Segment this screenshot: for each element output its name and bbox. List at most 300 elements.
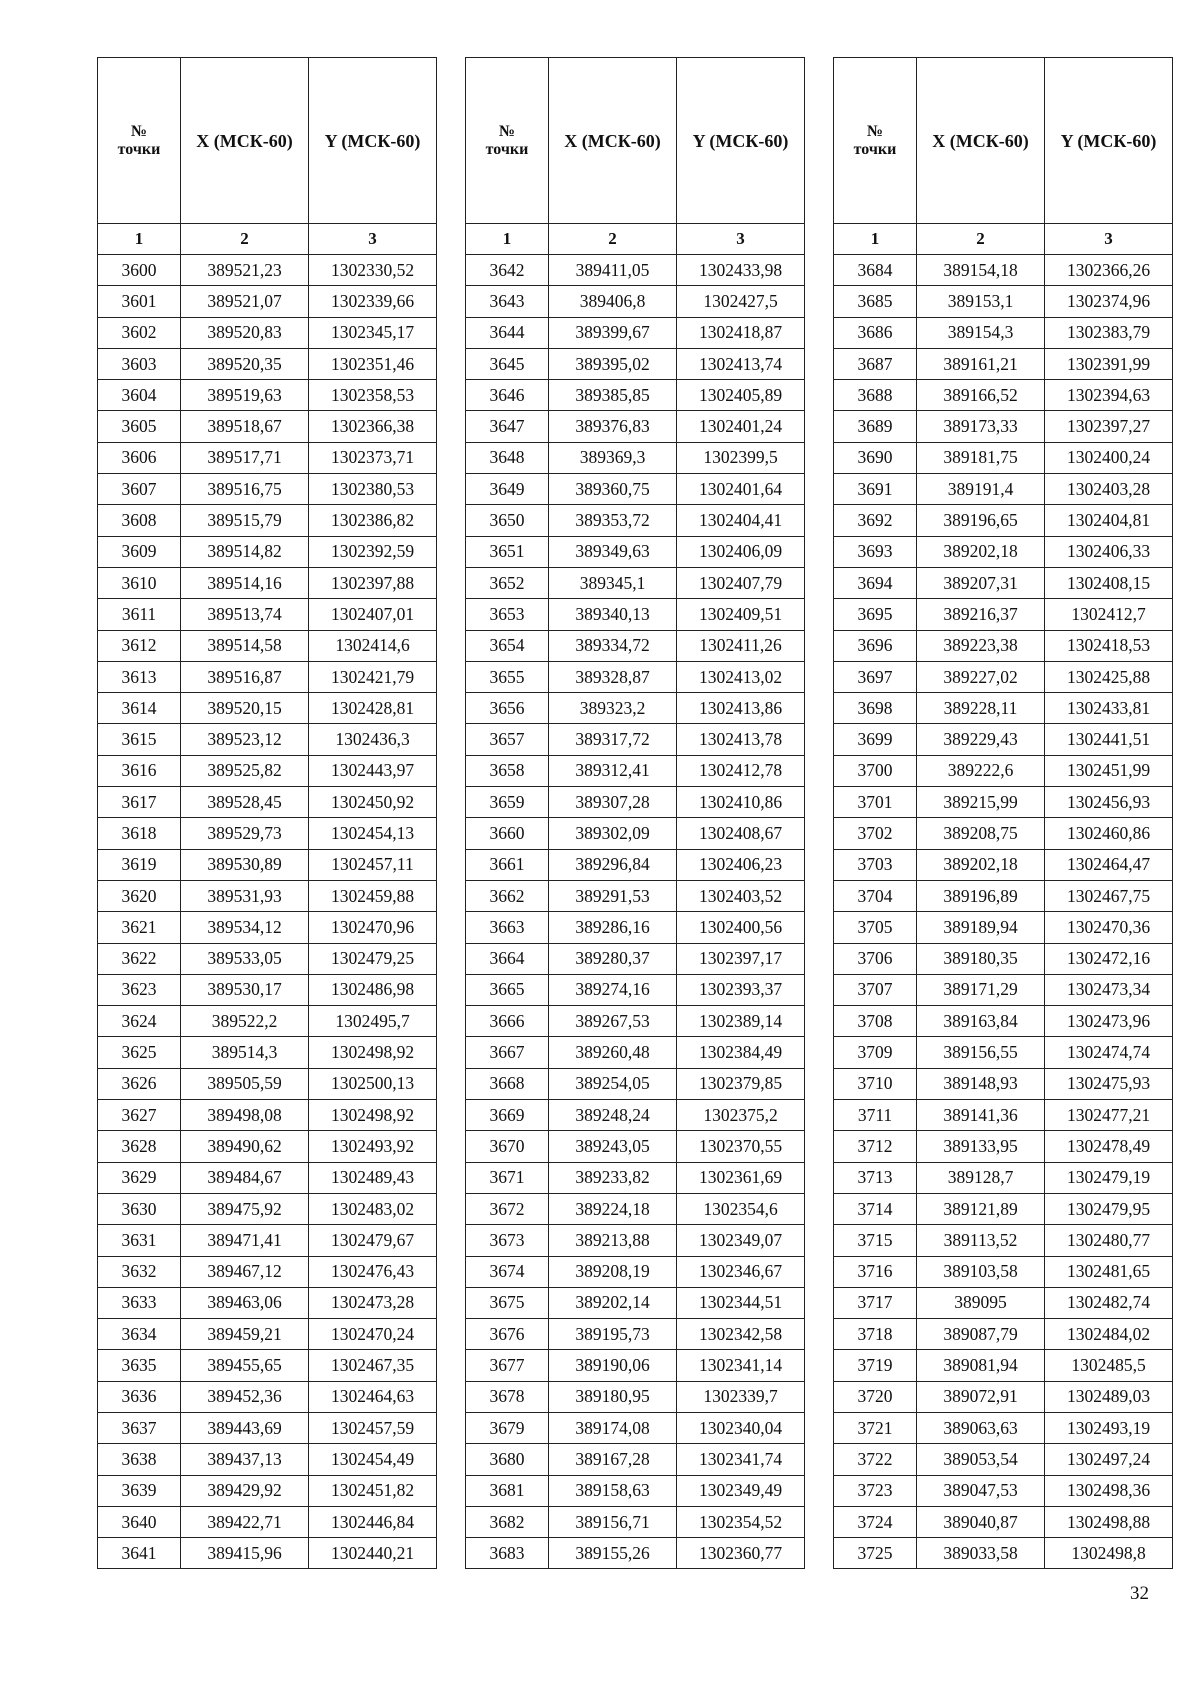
- y-coordinate-cell: 1302498,92: [309, 1037, 437, 1068]
- y-coordinate-cell: 1302406,09: [677, 536, 805, 567]
- table-row: [834, 1131, 1173, 1162]
- y-coordinate-cell: 1302470,36: [1045, 912, 1173, 943]
- table-row: [466, 380, 805, 411]
- header-y: Y (МСК-60): [677, 58, 805, 224]
- y-coordinate-cell: 1302392,59: [309, 536, 437, 567]
- x-coordinate-cell: 389202,18: [917, 536, 1045, 567]
- table-row: [834, 411, 1173, 442]
- point-number-cell: 3669: [466, 1100, 549, 1131]
- point-number-cell: 3703: [834, 849, 917, 880]
- point-number-cell: 3625: [98, 1037, 181, 1068]
- point-number-cell: 3633: [98, 1287, 181, 1318]
- table-row: [98, 599, 437, 630]
- y-coordinate-cell: 1302474,74: [1045, 1037, 1173, 1068]
- x-coordinate-cell: 389513,74: [181, 599, 309, 630]
- x-coordinate-cell: 389191,4: [917, 474, 1045, 505]
- table-row: [834, 1068, 1173, 1099]
- y-coordinate-cell: 1302489,03: [1045, 1381, 1173, 1412]
- x-coordinate-cell: 389484,67: [181, 1162, 309, 1193]
- x-coordinate-cell: 389081,94: [917, 1350, 1045, 1381]
- table-row: [98, 442, 437, 473]
- x-coordinate-cell: 389180,35: [917, 943, 1045, 974]
- point-number-cell: 3622: [98, 943, 181, 974]
- y-coordinate-cell: 1302485,5: [1045, 1350, 1173, 1381]
- x-coordinate-cell: 389216,37: [917, 599, 1045, 630]
- y-coordinate-cell: 1302397,88: [309, 567, 437, 598]
- x-coordinate-cell: 389208,19: [549, 1256, 677, 1287]
- x-coordinate-cell: 389302,09: [549, 818, 677, 849]
- y-coordinate-cell: 1302386,82: [309, 505, 437, 536]
- x-coordinate-cell: 389189,94: [917, 912, 1045, 943]
- x-coordinate-cell: 389227,02: [917, 661, 1045, 692]
- y-coordinate-cell: 1302409,51: [677, 599, 805, 630]
- point-number-cell: 3605: [98, 411, 181, 442]
- table-row: [466, 255, 805, 286]
- table-row: [466, 599, 805, 630]
- y-coordinate-cell: 1302404,81: [1045, 505, 1173, 536]
- point-number-cell: 3710: [834, 1068, 917, 1099]
- y-coordinate-cell: 1302480,77: [1045, 1225, 1173, 1256]
- y-coordinate-cell: 1302456,93: [1045, 787, 1173, 818]
- point-number-cell: 3601: [98, 286, 181, 317]
- table-row: [466, 536, 805, 567]
- y-coordinate-cell: 1302470,96: [309, 912, 437, 943]
- x-coordinate-cell: 389521,07: [181, 286, 309, 317]
- x-coordinate-cell: 389296,84: [549, 849, 677, 880]
- point-number-cell: 3706: [834, 943, 917, 974]
- point-number-cell: 3697: [834, 661, 917, 692]
- point-number-cell: 3623: [98, 974, 181, 1005]
- y-coordinate-cell: 1302349,07: [677, 1225, 805, 1256]
- table-row: [466, 442, 805, 473]
- y-coordinate-cell: 1302373,71: [309, 442, 437, 473]
- point-number-cell: 3687: [834, 348, 917, 379]
- y-coordinate-cell: 1302411,26: [677, 630, 805, 661]
- y-coordinate-cell: 1302397,27: [1045, 411, 1173, 442]
- x-coordinate-cell: 389222,6: [917, 755, 1045, 786]
- y-coordinate-cell: 1302346,67: [677, 1256, 805, 1287]
- y-coordinate-cell: 1302393,37: [677, 974, 805, 1005]
- table-row: [834, 536, 1173, 567]
- table-row: [834, 1162, 1173, 1193]
- table-row: [466, 693, 805, 724]
- table-row: [98, 1068, 437, 1099]
- table-row: [98, 630, 437, 661]
- table-row: [834, 380, 1173, 411]
- y-coordinate-cell: 1302440,21: [309, 1538, 437, 1569]
- column-index: 2: [917, 224, 1045, 255]
- table-row: [466, 1319, 805, 1350]
- y-coordinate-cell: 1302484,02: [1045, 1319, 1173, 1350]
- coordinate-tables: [97, 57, 1189, 1572]
- y-coordinate-cell: 1302339,66: [309, 286, 437, 317]
- point-number-cell: 3683: [466, 1538, 549, 1569]
- table-row: [466, 787, 805, 818]
- table-row: [466, 1162, 805, 1193]
- x-coordinate-cell: 389360,75: [549, 474, 677, 505]
- point-number-cell: 3632: [98, 1256, 181, 1287]
- point-number-cell: 3716: [834, 1256, 917, 1287]
- table-row: [834, 1350, 1173, 1381]
- y-coordinate-cell: 1302400,56: [677, 912, 805, 943]
- table-row: [98, 849, 437, 880]
- y-coordinate-cell: 1302493,92: [309, 1131, 437, 1162]
- table-row: [834, 912, 1173, 943]
- point-number-cell: 3644: [466, 317, 549, 348]
- point-number-cell: 3629: [98, 1162, 181, 1193]
- x-coordinate-cell: 389133,95: [917, 1131, 1045, 1162]
- y-coordinate-cell: 1302486,98: [309, 974, 437, 1005]
- point-number-cell: 3707: [834, 974, 917, 1005]
- point-number-cell: 3662: [466, 880, 549, 911]
- x-coordinate-cell: 389180,95: [549, 1381, 677, 1412]
- x-coordinate-cell: 389399,67: [549, 317, 677, 348]
- point-number-cell: 3673: [466, 1225, 549, 1256]
- point-number-cell: 3612: [98, 630, 181, 661]
- point-number-cell: 3607: [98, 474, 181, 505]
- table-row: [834, 1037, 1173, 1068]
- column-index: 2: [181, 224, 309, 255]
- x-coordinate-cell: 389437,13: [181, 1444, 309, 1475]
- y-coordinate-cell: 1302459,88: [309, 880, 437, 911]
- point-number-cell: 3647: [466, 411, 549, 442]
- y-coordinate-cell: 1302345,17: [309, 317, 437, 348]
- point-number-cell: 3616: [98, 755, 181, 786]
- point-number-cell: 3677: [466, 1350, 549, 1381]
- y-coordinate-cell: 1302404,41: [677, 505, 805, 536]
- x-coordinate-cell: 389353,72: [549, 505, 677, 536]
- y-coordinate-cell: 1302498,36: [1045, 1475, 1173, 1506]
- table-row: [466, 1131, 805, 1162]
- point-number-cell: 3686: [834, 317, 917, 348]
- table-row: [834, 1287, 1173, 1318]
- y-coordinate-cell: 1302339,7: [677, 1381, 805, 1412]
- y-coordinate-cell: 1302467,35: [309, 1350, 437, 1381]
- table-row: [466, 943, 805, 974]
- table-row: [466, 1287, 805, 1318]
- point-number-cell: 3725: [834, 1538, 917, 1569]
- x-coordinate-cell: 389415,96: [181, 1538, 309, 1569]
- y-coordinate-cell: 1302397,17: [677, 943, 805, 974]
- x-coordinate-cell: 389280,37: [549, 943, 677, 974]
- table-row: [834, 1256, 1173, 1287]
- x-coordinate-cell: 389475,92: [181, 1193, 309, 1224]
- y-coordinate-cell: 1302401,64: [677, 474, 805, 505]
- x-coordinate-cell: 389254,05: [549, 1068, 677, 1099]
- table-row: [834, 818, 1173, 849]
- x-coordinate-cell: 389520,83: [181, 317, 309, 348]
- table-row: [466, 755, 805, 786]
- table-row: [98, 818, 437, 849]
- y-coordinate-cell: 1302366,38: [309, 411, 437, 442]
- point-number-cell: 3685: [834, 286, 917, 317]
- table-row: [834, 1006, 1173, 1037]
- y-coordinate-cell: 1302344,51: [677, 1287, 805, 1318]
- y-coordinate-cell: 1302413,86: [677, 693, 805, 724]
- y-coordinate-cell: 1302500,13: [309, 1068, 437, 1099]
- table-row: [834, 255, 1173, 286]
- y-coordinate-cell: 1302479,25: [309, 943, 437, 974]
- x-coordinate-cell: 389040,87: [917, 1506, 1045, 1537]
- y-coordinate-cell: 1302450,92: [309, 787, 437, 818]
- point-number-cell: 3648: [466, 442, 549, 473]
- table-row: [98, 1444, 437, 1475]
- y-coordinate-cell: 1302413,78: [677, 724, 805, 755]
- y-coordinate-cell: 1302384,49: [677, 1037, 805, 1068]
- point-number-cell: 3658: [466, 755, 549, 786]
- x-coordinate-cell: 389345,1: [549, 567, 677, 598]
- column-index: 3: [309, 224, 437, 255]
- y-coordinate-cell: 1302407,79: [677, 567, 805, 598]
- point-number-cell: 3699: [834, 724, 917, 755]
- table-row: [98, 286, 437, 317]
- point-number-cell: 3613: [98, 661, 181, 692]
- page-number: 32: [1130, 1583, 1149, 1604]
- table-row: [466, 630, 805, 661]
- y-coordinate-cell: 1302425,88: [1045, 661, 1173, 692]
- x-coordinate-cell: 389463,06: [181, 1287, 309, 1318]
- x-coordinate-cell: 389195,73: [549, 1319, 677, 1350]
- table-row: [98, 787, 437, 818]
- table-row: [834, 849, 1173, 880]
- point-number-cell: 3600: [98, 255, 181, 286]
- column-index: 3: [677, 224, 805, 255]
- y-coordinate-cell: 1302473,28: [309, 1287, 437, 1318]
- table-row: [834, 943, 1173, 974]
- x-coordinate-cell: 389274,16: [549, 974, 677, 1005]
- table-row: [98, 1538, 437, 1569]
- y-coordinate-cell: 1302407,01: [309, 599, 437, 630]
- y-coordinate-cell: 1302441,51: [1045, 724, 1173, 755]
- table-row: [834, 348, 1173, 379]
- x-coordinate-cell: 389223,38: [917, 630, 1045, 661]
- x-coordinate-cell: 389530,89: [181, 849, 309, 880]
- coordinate-table-2: [465, 57, 805, 1569]
- table-row: [98, 943, 437, 974]
- point-number-cell: 3713: [834, 1162, 917, 1193]
- y-coordinate-cell: 1302341,14: [677, 1350, 805, 1381]
- table-row: [834, 880, 1173, 911]
- x-coordinate-cell: 389519,63: [181, 380, 309, 411]
- point-number-cell: 3676: [466, 1319, 549, 1350]
- y-coordinate-cell: 1302370,55: [677, 1131, 805, 1162]
- x-coordinate-cell: 389154,18: [917, 255, 1045, 286]
- y-coordinate-cell: 1302457,11: [309, 849, 437, 880]
- x-coordinate-cell: 389047,53: [917, 1475, 1045, 1506]
- x-coordinate-cell: 389323,2: [549, 693, 677, 724]
- point-number-cell: 3653: [466, 599, 549, 630]
- table-row: [98, 974, 437, 1005]
- y-coordinate-cell: 1302454,49: [309, 1444, 437, 1475]
- point-number-cell: 3717: [834, 1287, 917, 1318]
- point-number-cell: 3646: [466, 380, 549, 411]
- x-coordinate-cell: 389174,08: [549, 1412, 677, 1443]
- table-row: [466, 880, 805, 911]
- point-number-cell: 3698: [834, 693, 917, 724]
- point-number-cell: 3660: [466, 818, 549, 849]
- x-coordinate-cell: 389312,41: [549, 755, 677, 786]
- x-coordinate-cell: 389422,71: [181, 1506, 309, 1537]
- y-coordinate-cell: 1302414,6: [309, 630, 437, 661]
- table-row: [466, 474, 805, 505]
- y-coordinate-cell: 1302374,96: [1045, 286, 1173, 317]
- table-row: [466, 1412, 805, 1443]
- coordinate-table-1: [97, 57, 437, 1569]
- y-coordinate-cell: 1302351,46: [309, 348, 437, 379]
- y-coordinate-cell: 1302403,28: [1045, 474, 1173, 505]
- y-coordinate-cell: 1302394,63: [1045, 380, 1173, 411]
- y-coordinate-cell: 1302498,8: [1045, 1538, 1173, 1569]
- x-coordinate-cell: 389154,3: [917, 317, 1045, 348]
- x-coordinate-cell: 389033,58: [917, 1538, 1045, 1569]
- x-coordinate-cell: 389202,14: [549, 1287, 677, 1318]
- x-coordinate-cell: 389158,63: [549, 1475, 677, 1506]
- x-coordinate-cell: 389224,18: [549, 1193, 677, 1224]
- point-number-cell: 3675: [466, 1287, 549, 1318]
- table-row: [834, 286, 1173, 317]
- y-coordinate-cell: 1302400,24: [1045, 442, 1173, 473]
- y-coordinate-cell: 1302451,82: [309, 1475, 437, 1506]
- point-number-cell: 3715: [834, 1225, 917, 1256]
- point-number-cell: 3621: [98, 912, 181, 943]
- point-number-cell: 3642: [466, 255, 549, 286]
- point-number-cell: 3604: [98, 380, 181, 411]
- x-coordinate-cell: 389161,21: [917, 348, 1045, 379]
- x-coordinate-cell: 389171,29: [917, 974, 1045, 1005]
- table-row: [98, 317, 437, 348]
- point-number-cell: 3708: [834, 1006, 917, 1037]
- y-coordinate-cell: 1302433,98: [677, 255, 805, 286]
- point-number-cell: 3671: [466, 1162, 549, 1193]
- table-row: [466, 1037, 805, 1068]
- point-number-cell: 3666: [466, 1006, 549, 1037]
- point-number-cell: 3695: [834, 599, 917, 630]
- y-coordinate-cell: 1302482,74: [1045, 1287, 1173, 1318]
- y-coordinate-cell: 1302383,79: [1045, 317, 1173, 348]
- point-number-cell: 3650: [466, 505, 549, 536]
- x-coordinate-cell: 389103,58: [917, 1256, 1045, 1287]
- point-number-cell: 3668: [466, 1068, 549, 1099]
- table-row: [834, 1381, 1173, 1412]
- x-coordinate-cell: 389505,59: [181, 1068, 309, 1099]
- x-coordinate-cell: 389166,52: [917, 380, 1045, 411]
- table-row: [834, 567, 1173, 598]
- y-coordinate-cell: 1302408,67: [677, 818, 805, 849]
- point-number-cell: 3619: [98, 849, 181, 880]
- x-coordinate-cell: 389286,16: [549, 912, 677, 943]
- column-index: 2: [549, 224, 677, 255]
- x-coordinate-cell: 389167,28: [549, 1444, 677, 1475]
- table-row: [834, 599, 1173, 630]
- point-number-cell: 3667: [466, 1037, 549, 1068]
- y-coordinate-cell: 1302433,81: [1045, 693, 1173, 724]
- x-coordinate-cell: 389369,3: [549, 442, 677, 473]
- y-coordinate-cell: 1302498,88: [1045, 1506, 1173, 1537]
- point-number-cell: 3618: [98, 818, 181, 849]
- point-number-cell: 3645: [466, 348, 549, 379]
- point-number-cell: 3610: [98, 567, 181, 598]
- table-row: [98, 505, 437, 536]
- y-coordinate-cell: 1302366,26: [1045, 255, 1173, 286]
- x-coordinate-cell: 389514,82: [181, 536, 309, 567]
- x-coordinate-cell: 389525,82: [181, 755, 309, 786]
- point-number-cell: 3672: [466, 1193, 549, 1224]
- y-coordinate-cell: 1302413,74: [677, 348, 805, 379]
- x-coordinate-cell: 389173,33: [917, 411, 1045, 442]
- y-coordinate-cell: 1302375,2: [677, 1100, 805, 1131]
- x-coordinate-cell: 389207,31: [917, 567, 1045, 598]
- y-coordinate-cell: 1302481,65: [1045, 1256, 1173, 1287]
- point-number-cell: 3631: [98, 1225, 181, 1256]
- x-coordinate-cell: 389128,7: [917, 1162, 1045, 1193]
- y-coordinate-cell: 1302464,47: [1045, 849, 1173, 880]
- y-coordinate-cell: 1302389,14: [677, 1006, 805, 1037]
- point-number-cell: 3627: [98, 1100, 181, 1131]
- table-row: [834, 442, 1173, 473]
- table-row: [98, 1350, 437, 1381]
- table-row: [466, 912, 805, 943]
- point-number-cell: 3624: [98, 1006, 181, 1037]
- table-row: [98, 661, 437, 692]
- point-number-cell: 3674: [466, 1256, 549, 1287]
- point-number-cell: 3665: [466, 974, 549, 1005]
- table-row: [98, 1475, 437, 1506]
- x-coordinate-cell: 389521,23: [181, 255, 309, 286]
- x-coordinate-cell: 389053,54: [917, 1444, 1045, 1475]
- table-row: [98, 411, 437, 442]
- table-row: [466, 286, 805, 317]
- x-coordinate-cell: 389233,82: [549, 1162, 677, 1193]
- y-coordinate-cell: 1302495,7: [309, 1006, 437, 1037]
- x-coordinate-cell: 389228,11: [917, 693, 1045, 724]
- point-number-cell: 3679: [466, 1412, 549, 1443]
- table-row: [466, 1100, 805, 1131]
- table-row: [98, 724, 437, 755]
- x-coordinate-cell: 389153,1: [917, 286, 1045, 317]
- table-row: [466, 1475, 805, 1506]
- table-row: [98, 348, 437, 379]
- point-number-cell: 3712: [834, 1131, 917, 1162]
- y-coordinate-cell: 1302470,24: [309, 1319, 437, 1350]
- table-row: [98, 880, 437, 911]
- coordinate-table-3: [833, 57, 1173, 1569]
- point-number-cell: 3722: [834, 1444, 917, 1475]
- y-coordinate-cell: 1302410,86: [677, 787, 805, 818]
- point-number-cell: 3630: [98, 1193, 181, 1224]
- x-coordinate-cell: 389156,55: [917, 1037, 1045, 1068]
- y-coordinate-cell: 1302473,34: [1045, 974, 1173, 1005]
- x-coordinate-cell: 389376,83: [549, 411, 677, 442]
- table-row: [834, 1444, 1173, 1475]
- point-number-cell: 3603: [98, 348, 181, 379]
- y-coordinate-cell: 1302421,79: [309, 661, 437, 692]
- point-number-cell: 3634: [98, 1319, 181, 1350]
- point-number-cell: 3657: [466, 724, 549, 755]
- x-coordinate-cell: 389518,67: [181, 411, 309, 442]
- point-number-cell: 3643: [466, 286, 549, 317]
- x-coordinate-cell: 389490,62: [181, 1131, 309, 1162]
- x-coordinate-cell: 389531,93: [181, 880, 309, 911]
- y-coordinate-cell: 1302479,95: [1045, 1193, 1173, 1224]
- x-coordinate-cell: 389202,18: [917, 849, 1045, 880]
- table-row: [466, 1538, 805, 1569]
- y-coordinate-cell: 1302354,52: [677, 1506, 805, 1537]
- table-row: [98, 380, 437, 411]
- point-number-cell: 3656: [466, 693, 549, 724]
- table-row: [98, 1319, 437, 1350]
- point-number-cell: 3614: [98, 693, 181, 724]
- point-number-cell: 3663: [466, 912, 549, 943]
